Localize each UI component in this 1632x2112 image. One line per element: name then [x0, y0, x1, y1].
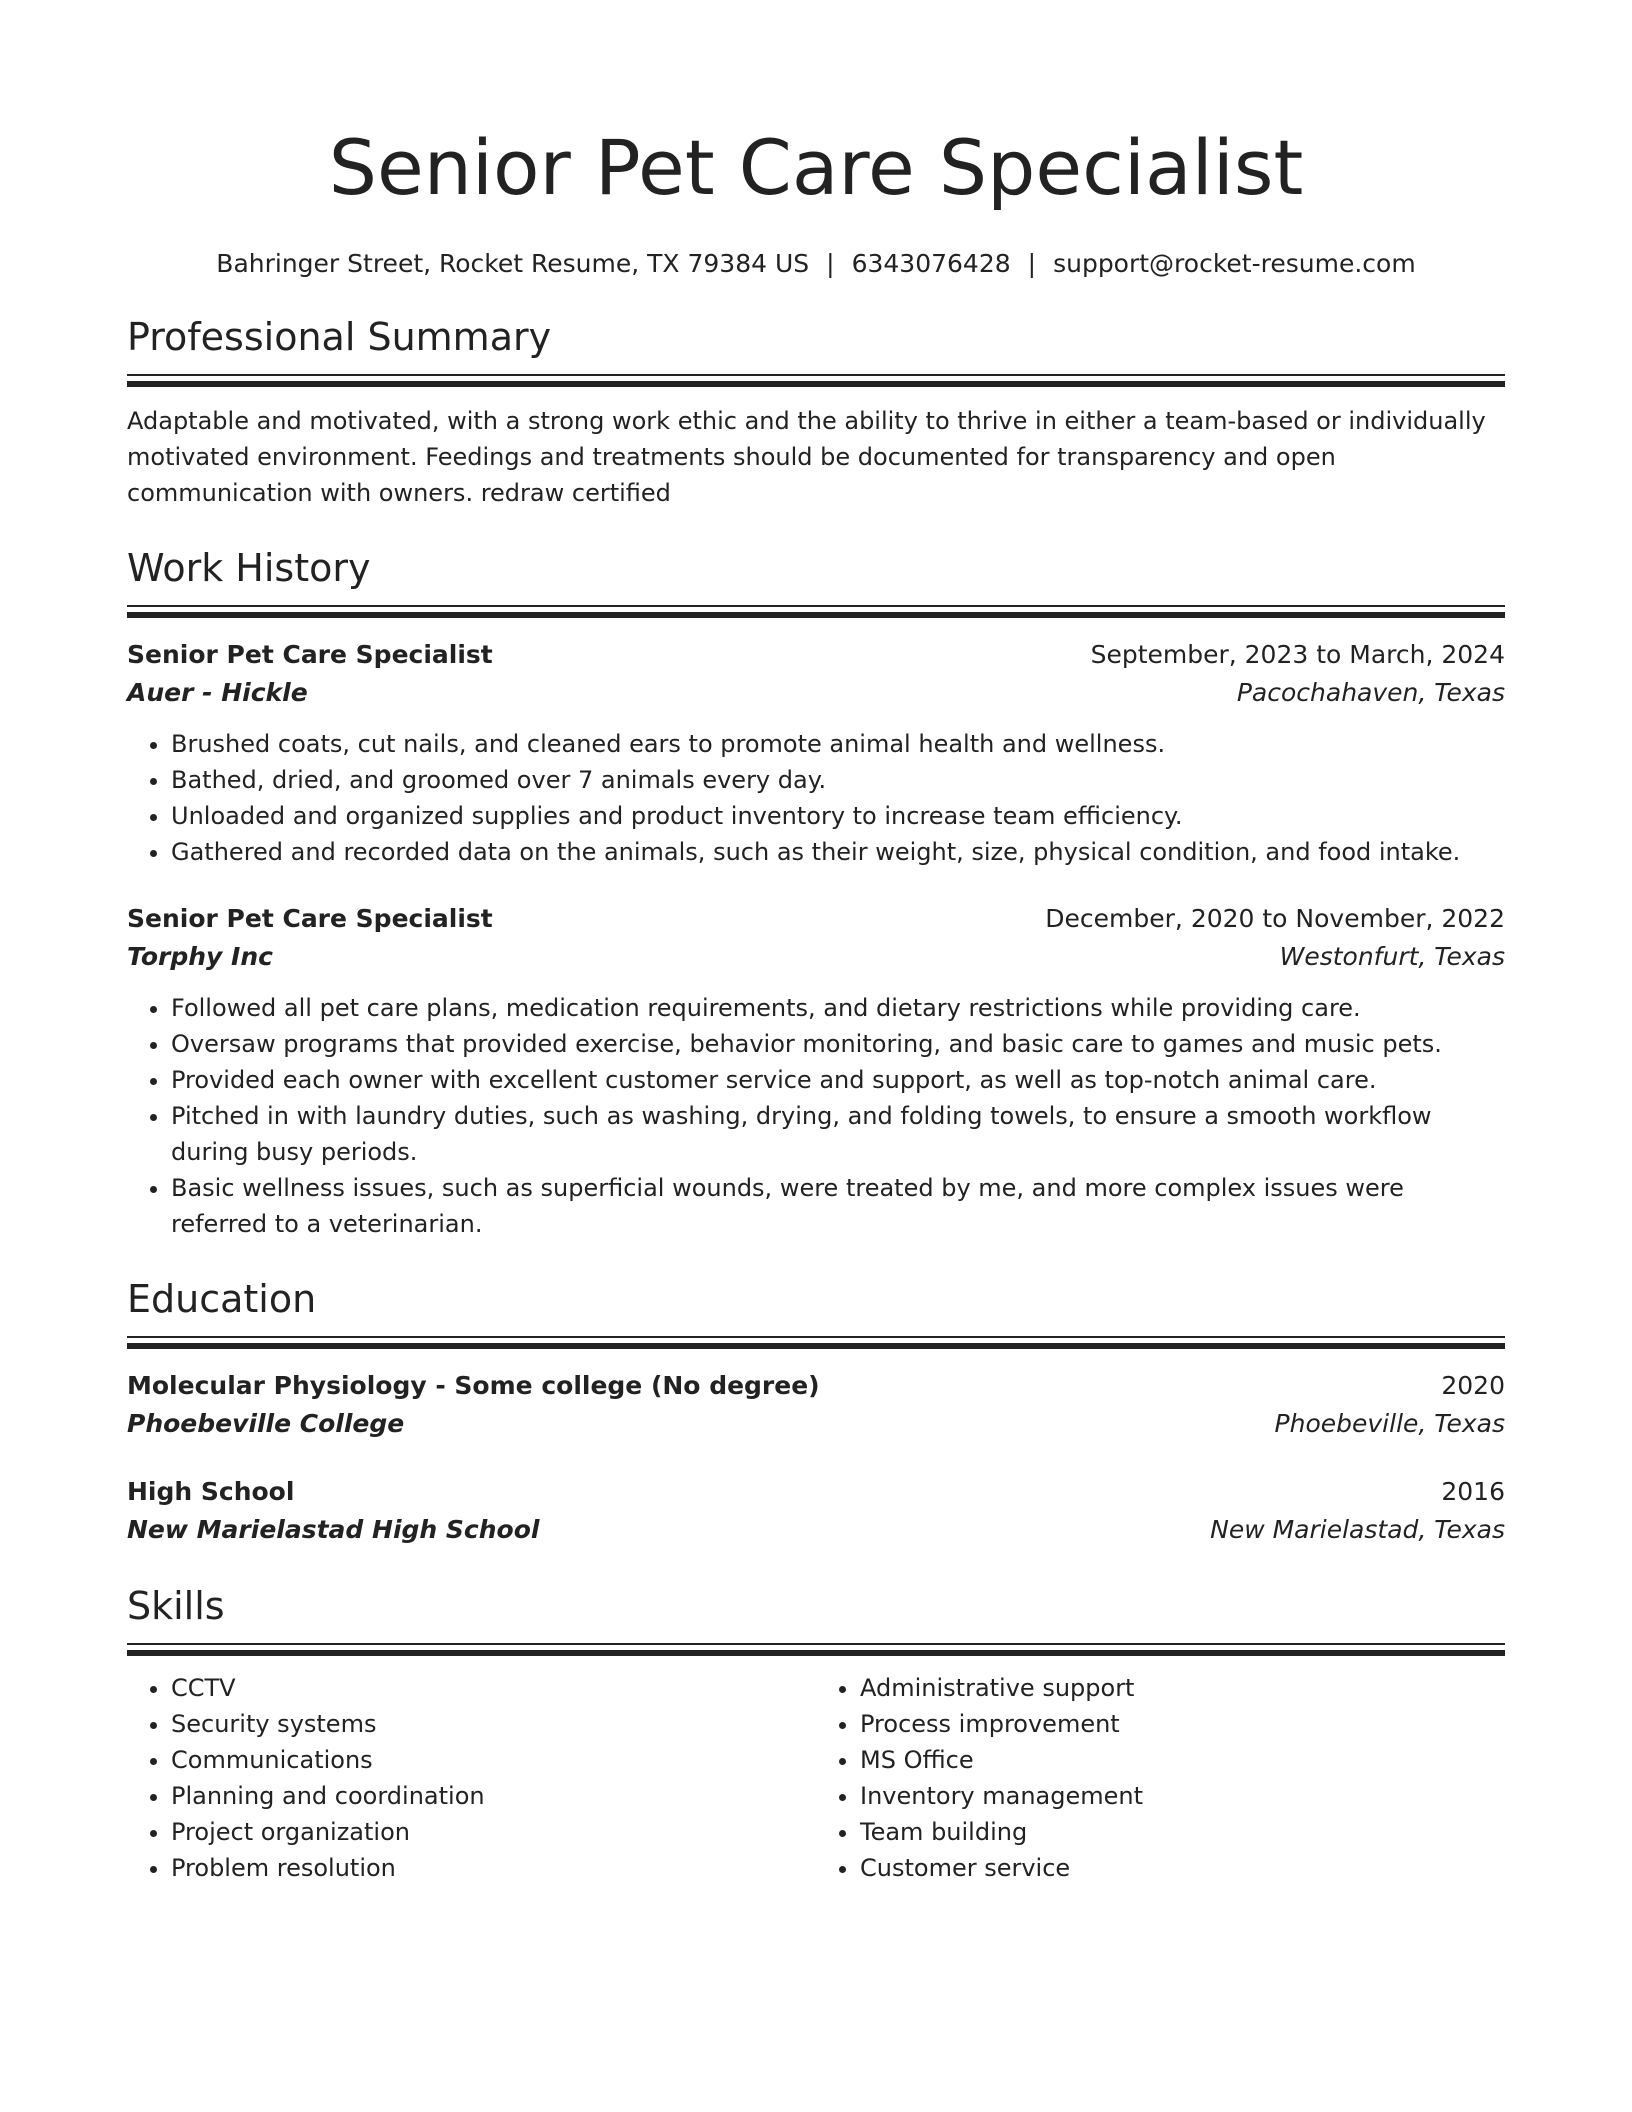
education-location: New Marielastad, Texas — [1210, 1515, 1505, 1544]
job-bullet: • Pitched in with laundry duties, such as washing, drying, and folding towels, to ensure a smooth workflow during busy periods. — [171, 1098, 1505, 1170]
job-bullet: • Followed all pet care plans, medication requirements, and dietary restrictions while providing care. — [171, 990, 1505, 1026]
job-bullet: • Unloaded and organized supplies and product inventory to increase team efficiency. — [171, 798, 1505, 834]
summary-text: Adaptable and motivated, with a strong work ethic and the ability to thrive in either a team-based or individually motivated environment. Feedings and treatments should be documented for transparency and open communication with owners. redraw certified — [127, 407, 1486, 507]
job-dates: December, 2020 to November, 2022 — [1045, 904, 1505, 933]
contact-separator: | — [1027, 249, 1037, 278]
section-title-work-history: Work History — [127, 546, 371, 590]
job-entry — [127, 900, 1505, 1242]
job-bullet: • Provided each owner with excellent customer service and support, as well as top-notch animal care. — [171, 1062, 1505, 1098]
skill-item: • CCTV — [171, 1670, 816, 1706]
skill-item: • Project organization — [171, 1814, 816, 1850]
job-bullet: • Oversaw programs that provided exercise, behavior monitoring, and basic care to games and music pets. — [171, 1026, 1505, 1062]
section-divider — [127, 374, 1505, 387]
skills-columns — [127, 1670, 1505, 1886]
job-title: Senior Pet Care Specialist — [127, 640, 493, 669]
education-degree: Molecular Physiology - Some college (No degree) — [127, 1371, 820, 1400]
education-degree: High School — [127, 1477, 295, 1506]
job-dates: September, 2023 to March, 2024 — [1090, 640, 1505, 669]
contact-address: Bahringer Street, Rocket Resume, TX 79384 US — [216, 249, 810, 278]
education-school: Phoebeville College — [127, 1409, 405, 1438]
skill-item: • Customer service — [860, 1850, 1505, 1886]
skill-item: • Security systems — [171, 1706, 816, 1742]
job-company: Torphy Inc — [127, 942, 273, 971]
section-title-summary: Professional Summary — [127, 315, 552, 359]
skills-list-left — [127, 1670, 816, 1886]
contact-email: support@rocket-resume.com — [1053, 249, 1416, 278]
education-location: Phoebeville, Texas — [1274, 1409, 1505, 1438]
job-bullets — [127, 726, 1505, 870]
section-title-education: Education — [127, 1277, 317, 1321]
section-title-skills: Skills — [127, 1584, 225, 1628]
education-year: 2016 — [1441, 1477, 1505, 1506]
education-section — [127, 1276, 1505, 1549]
job-entry — [127, 636, 1505, 870]
skill-item: • Communications — [171, 1742, 816, 1778]
job-location: Westonfurt, Texas — [1279, 942, 1505, 971]
job-bullet: • Gathered and recorded data on the animals, such as their weight, size, physical condition, and food intake. — [171, 834, 1505, 870]
section-divider — [127, 605, 1505, 618]
education-year: 2020 — [1441, 1371, 1505, 1400]
contact-phone: 6343076428 — [851, 249, 1011, 278]
job-bullet: • Bathed, dried, and groomed over 7 animals every day. — [171, 762, 1505, 798]
resume-name: Senior Pet Care Specialist — [328, 123, 1304, 212]
summary-section — [127, 314, 1505, 511]
education-entry — [127, 1473, 1505, 1549]
contact-line — [127, 248, 1505, 280]
skill-item: • MS Office — [860, 1742, 1505, 1778]
job-bullet: • Basic wellness issues, such as superficial wounds, were treated by me, and more complex issues were referred to a veterinarian. — [171, 1170, 1505, 1242]
job-company: Auer - Hickle — [127, 678, 308, 707]
skill-item: • Team building — [860, 1814, 1505, 1850]
job-bullet: • Brushed coats, cut nails, and cleaned ears to promote animal health and wellness. — [171, 726, 1505, 762]
job-title: Senior Pet Care Specialist — [127, 904, 493, 933]
skill-item: • Problem resolution — [171, 1850, 816, 1886]
skill-item: • Inventory management — [860, 1778, 1505, 1814]
job-location: Pacochahaven, Texas — [1236, 678, 1505, 707]
education-entry — [127, 1367, 1505, 1443]
skill-item: • Process improvement — [860, 1706, 1505, 1742]
contact-separator: | — [826, 249, 835, 278]
section-divider — [127, 1336, 1505, 1349]
section-divider — [127, 1643, 1505, 1656]
skill-item: • Administrative support — [860, 1670, 1505, 1706]
work-history-section — [127, 545, 1505, 1242]
skills-section — [127, 1583, 1505, 1886]
skills-list-right — [816, 1670, 1505, 1886]
education-school: New Marielastad High School — [127, 1515, 540, 1544]
job-bullets — [127, 990, 1505, 1242]
skill-item: • Planning and coordination — [171, 1778, 816, 1814]
